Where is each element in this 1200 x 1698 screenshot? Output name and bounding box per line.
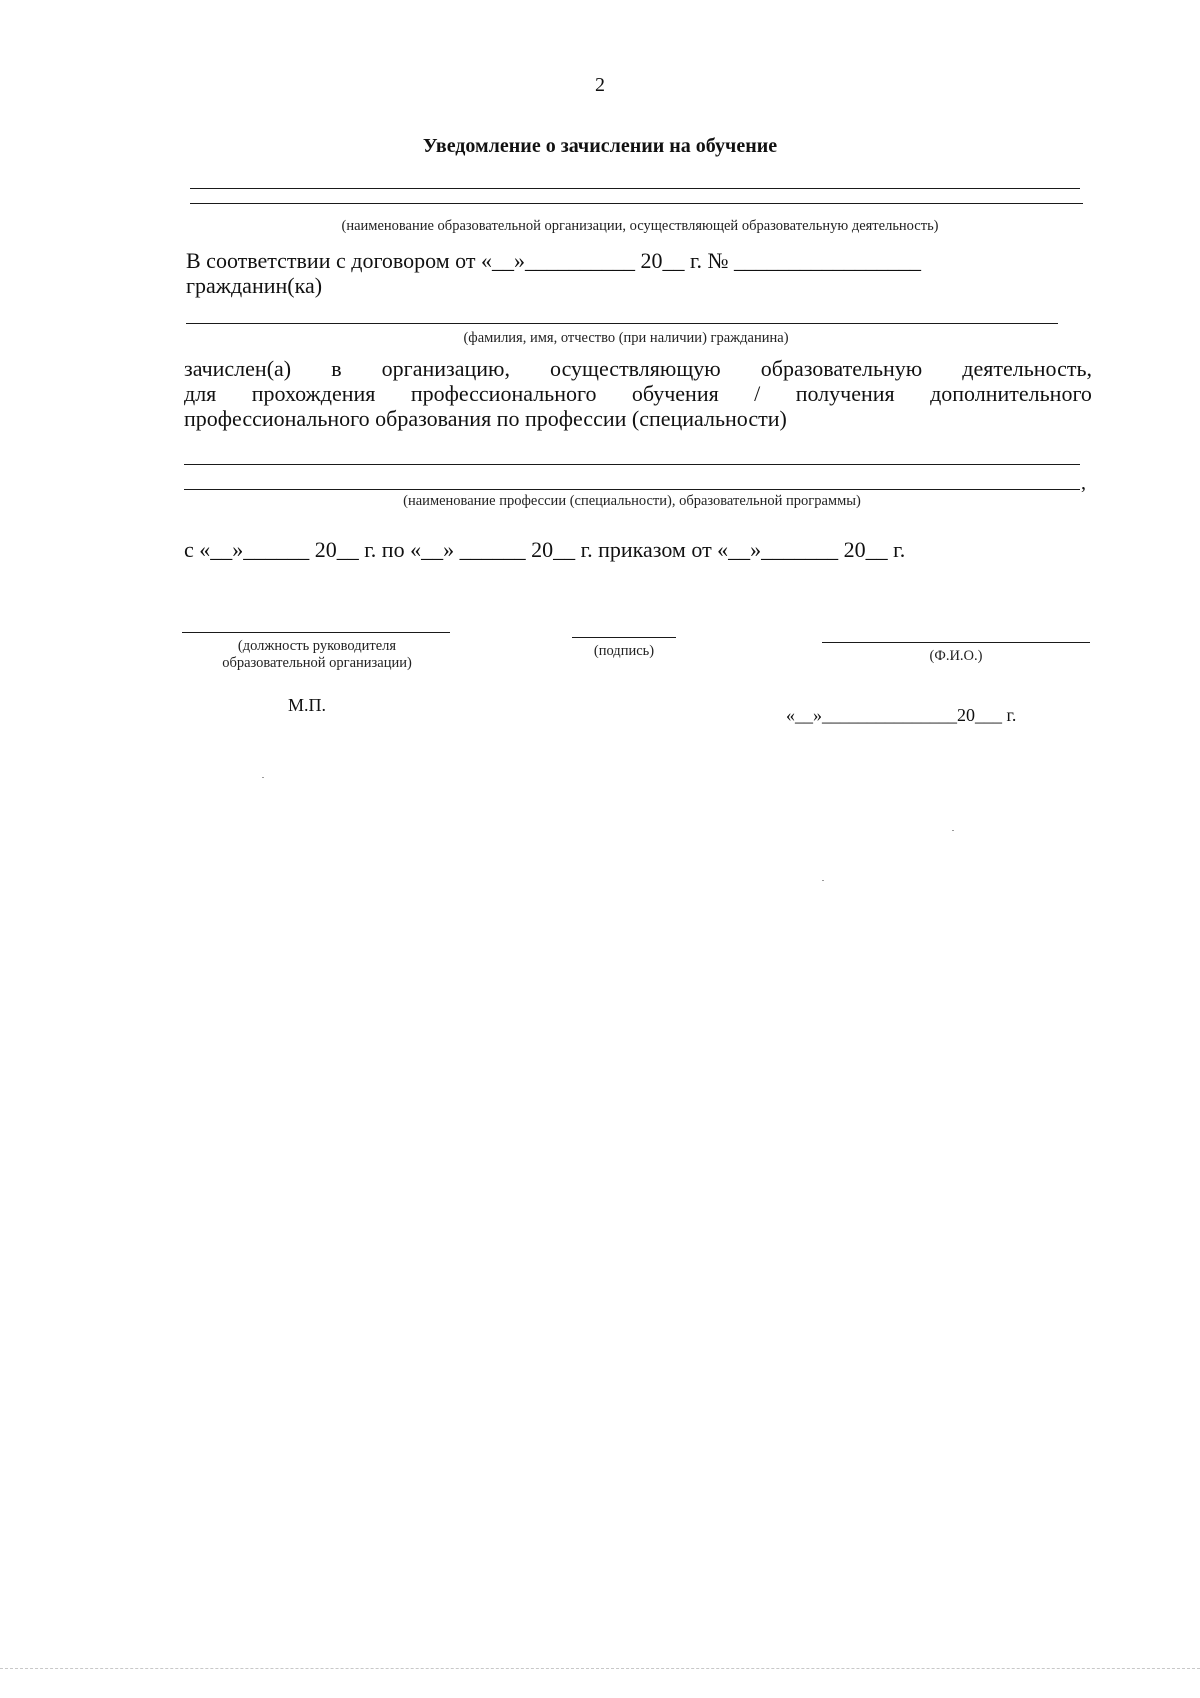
enrolled-text-line-3: профессионального образования по профессии (специальности) <box>184 406 787 431</box>
date-line: «__»_______________20___ г. <box>786 705 1017 725</box>
word: профессионального <box>410 381 597 406</box>
period-line: с «__»______ 20__ г. по «__» ______ 20__ г. приказом от «__»_______ 20__ г. <box>184 537 906 562</box>
scan-speck <box>952 830 954 831</box>
word: прохождения <box>251 381 376 406</box>
signature-caption: (подпись) <box>593 643 655 659</box>
page-title: Уведомление о зачислении на обучение <box>422 135 778 157</box>
page-number: 2 <box>595 74 605 96</box>
profession-caption: (наименование профессии (специальности), образовательной программы) <box>403 493 861 509</box>
name-line <box>822 642 1090 643</box>
stamp-label: М.П. <box>288 695 327 715</box>
org-name-line-1 <box>190 188 1080 189</box>
word: в <box>331 356 342 381</box>
position-caption <box>182 638 452 672</box>
position-caption-line-1: (должность руководителя <box>237 638 397 654</box>
scan-edge-artifact <box>0 1668 1200 1669</box>
word: обучения <box>631 381 719 406</box>
contract-line: В соответствии с договором от «__»__________ 20__ г. № _________________ <box>186 248 922 273</box>
citizen-name-line <box>186 323 1058 324</box>
word: для <box>184 381 217 406</box>
word: образовательную <box>760 356 923 381</box>
enrolled-text-line-1 <box>184 356 1092 382</box>
org-name-line-2 <box>190 203 1083 204</box>
word: получения <box>795 381 895 406</box>
position-caption-line-2: образовательной организации) <box>222 655 412 671</box>
word: организацию, <box>381 356 510 381</box>
word: / <box>754 381 761 406</box>
word: деятельность, <box>962 356 1092 381</box>
citizen-name-caption: (фамилия, имя, отчество (при наличии) гражданина) <box>463 330 789 346</box>
org-name-caption: (наименование образовательной организации, осуществляющей образовательную деятельность) <box>341 218 939 234</box>
word: дополнительного <box>930 381 1092 406</box>
scan-speck <box>262 777 264 778</box>
word: осуществляющую <box>550 356 721 381</box>
word: зачислен(а) <box>184 356 292 381</box>
signature-line <box>572 637 676 638</box>
scan-speck <box>822 880 824 881</box>
trailing-comma: , <box>1081 472 1086 494</box>
profession-line-1 <box>184 464 1080 465</box>
enrolled-text-line-2 <box>184 381 1092 407</box>
citizen-label: гражданин(ка) <box>186 273 323 298</box>
profession-line-2 <box>184 489 1080 490</box>
position-line <box>182 632 450 633</box>
name-caption: (Ф.И.О.) <box>929 648 983 664</box>
